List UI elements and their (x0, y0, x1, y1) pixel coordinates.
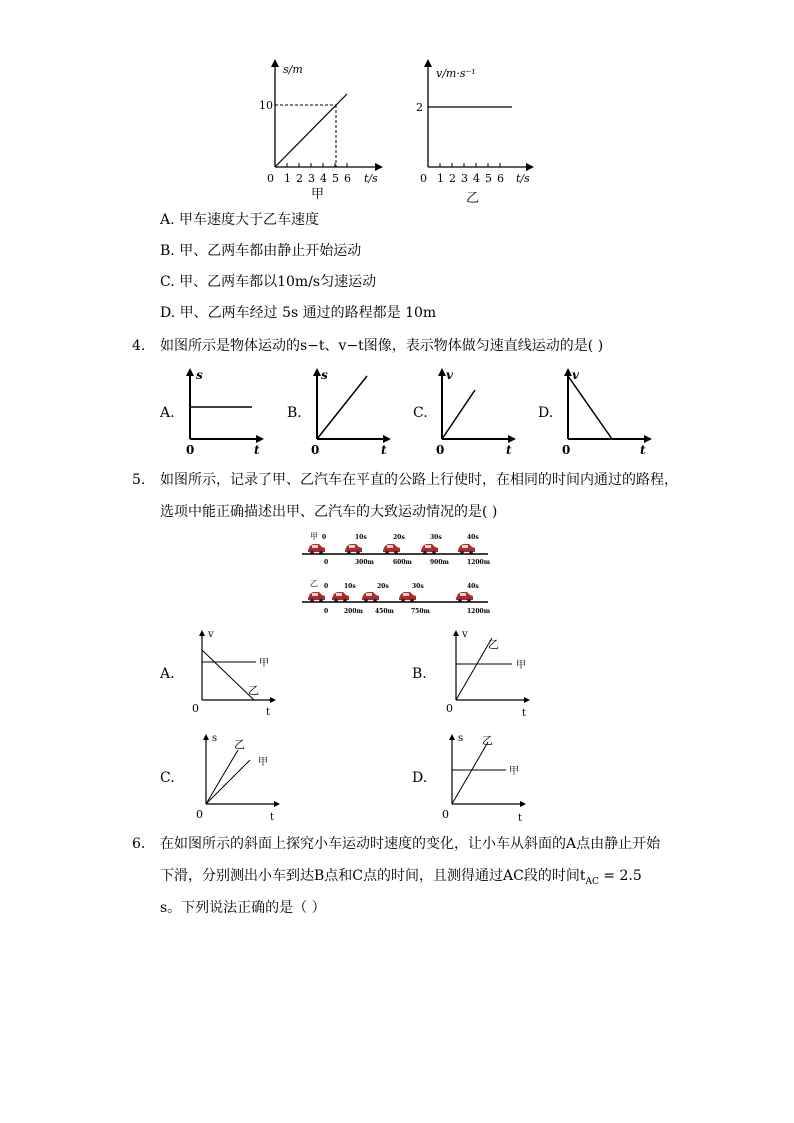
q3-option-b[interactable]: B. 甲、乙两车都由静止开始运动 (160, 243, 362, 259)
track-time: 20s (393, 534, 405, 541)
axis-label: s (212, 733, 218, 744)
q4-graph-c[interactable] (430, 364, 520, 459)
q5-option-c-letter[interactable]: C. (160, 770, 175, 786)
axis-label: s (196, 368, 203, 382)
yi-xtick: 2 (449, 172, 456, 185)
origin-label: 0 (186, 443, 195, 457)
q5-option-a-letter[interactable]: A. (160, 666, 175, 682)
yi-ytick: 2 (416, 101, 423, 114)
axis-label: t (254, 443, 260, 457)
axis-label: s (458, 733, 464, 744)
yi-caption: 乙 (466, 191, 480, 205)
yi-xtick: 3 (461, 172, 468, 185)
track-time: 10s (344, 583, 356, 590)
track-dist: 300m (355, 559, 374, 566)
graph-yi (408, 55, 538, 205)
q4-graph-b[interactable] (305, 364, 395, 459)
track-time: 40s (467, 534, 479, 541)
q3-option-a[interactable]: A. 甲车速度大于乙车速度 (160, 212, 320, 228)
series-yi-label: 乙 (488, 638, 499, 651)
yi-xtick: 6 (497, 172, 504, 185)
jia-xtick: 1 (284, 172, 291, 185)
track-time: 40s (467, 583, 479, 590)
yi-xtick: 4 (473, 172, 480, 185)
track-time: 0 (322, 534, 327, 541)
jia-xtick: 4 (320, 172, 327, 185)
q6-stem-line1: 在如图所示的斜面上探究小车运动时速度的变化，让小车从斜面的A点由静止开始 (160, 836, 661, 852)
q5-graph-a[interactable] (186, 622, 286, 720)
track-time: 20s (377, 583, 389, 590)
yi-xtick: 1 (437, 172, 444, 185)
q4-option-b-letter[interactable]: B. (287, 405, 302, 421)
axis-label: v (572, 368, 579, 382)
origin-label: 0 (196, 808, 203, 821)
axis-label: t (270, 812, 275, 823)
jia-ytick: 10 (259, 99, 273, 112)
q5-graph-b[interactable] (440, 622, 540, 720)
series-jia-label: 甲 (259, 658, 269, 669)
track-dist: 900m (430, 559, 449, 566)
q6-stem-line2 (160, 866, 642, 892)
track-dist: 600m (393, 559, 412, 566)
axis-label: t (518, 813, 523, 824)
track-time: 0 (324, 583, 329, 590)
jia-xtick: 6 (344, 172, 351, 185)
q5-stem-line1: 如图所示，记录了甲、乙汽车在平直的公路上行使时，在相同的时间内通过的路程， (160, 472, 678, 488)
origin-label: 0 (562, 443, 571, 457)
track-time: 30s (412, 583, 424, 590)
track-jia-label: 甲 (310, 532, 318, 541)
q5-stem-line2: 选项中能正确描述出甲、乙汽车的大致运动情况的是( ) (160, 504, 498, 520)
q4-option-c-letter[interactable]: C. (413, 405, 428, 421)
q5-graph-c[interactable] (190, 728, 290, 824)
jia-origin: 0 (267, 172, 274, 185)
q4-graph-a[interactable] (178, 364, 268, 459)
q6-time-value: = 2.5 (598, 868, 642, 884)
q5-graph-d[interactable] (436, 728, 536, 824)
yi-xlabel: t/s (516, 172, 530, 185)
track-dist: 450m (375, 608, 394, 615)
axis-label: v (208, 629, 214, 640)
axis-label: t (266, 707, 271, 718)
axis-label: v (446, 368, 453, 382)
q6-line2-text: 下滑，分别测出小车到达B点和C点的时间，且测得通过AC段的时间t (160, 868, 586, 884)
q4-option-a-letter[interactable]: A. (160, 405, 175, 421)
track-dist: 200m (344, 608, 363, 615)
track-dist: 750m (411, 608, 430, 615)
graph-jia (255, 55, 385, 205)
jia-xtick: 3 (308, 172, 315, 185)
track-dist: 0 (324, 559, 329, 566)
series-jia-label: 甲 (509, 766, 519, 777)
track-dist: 0 (324, 608, 329, 615)
car-tracks-figure (300, 528, 495, 620)
axis-label: t (640, 443, 646, 457)
q6-time-subscript: AC (585, 876, 599, 887)
axis-label: s (321, 368, 328, 382)
origin-label: 0 (442, 808, 449, 821)
jia-xtick: 5 (332, 172, 339, 185)
q6-stem-line3: s。下列说法正确的是（ ） (160, 900, 326, 916)
q5-option-b-letter[interactable]: B. (412, 666, 427, 682)
q5-option-d-letter[interactable]: D. (412, 770, 428, 786)
q3-option-d[interactable]: D. 甲、乙两车经过 5s 通过的路程都是 10m (160, 305, 437, 321)
axis-label: t (381, 443, 387, 457)
origin-label: 0 (436, 443, 445, 457)
yi-origin: 0 (420, 172, 427, 185)
jia-ylabel: s/m (283, 63, 303, 76)
series-yi-label: 乙 (234, 738, 245, 751)
track-yi-label: 乙 (310, 579, 318, 588)
q4-stem: 如图所示是物体运动的s−t、v−t图像，表示物体做匀速直线运动的是( ) (160, 338, 604, 354)
q3-option-c[interactable]: C. 甲、乙两车都以10m/s匀速运动 (160, 274, 377, 290)
jia-xtick: 2 (296, 172, 303, 185)
q5-number: 5. (132, 472, 146, 488)
track-time: 30s (430, 534, 442, 541)
yi-ylabel: v/m·s⁻¹ (436, 67, 476, 80)
axis-label: t (522, 708, 527, 719)
series-yi-label: 乙 (482, 734, 493, 747)
track-time: 10s (355, 534, 367, 541)
series-jia-label: 甲 (258, 757, 268, 768)
axis-label: t (506, 443, 512, 457)
q4-number: 4. (132, 338, 146, 354)
yi-xtick: 5 (485, 172, 492, 185)
series-jia-label: 甲 (516, 660, 526, 671)
origin-label: 0 (192, 702, 199, 715)
track-dist: 1200m (467, 608, 491, 615)
q4-graph-d[interactable] (556, 364, 656, 459)
axis-label: v (462, 629, 468, 640)
origin-label: 0 (311, 443, 320, 457)
jia-xlabel: t/s (364, 172, 378, 185)
series-yi-label: 乙 (248, 684, 259, 697)
jia-caption: 甲 (311, 187, 325, 202)
q4-option-d-letter[interactable]: D. (538, 405, 554, 421)
origin-label: 0 (446, 702, 453, 715)
track-dist: 1200m (467, 559, 491, 566)
q6-number: 6. (132, 836, 146, 852)
